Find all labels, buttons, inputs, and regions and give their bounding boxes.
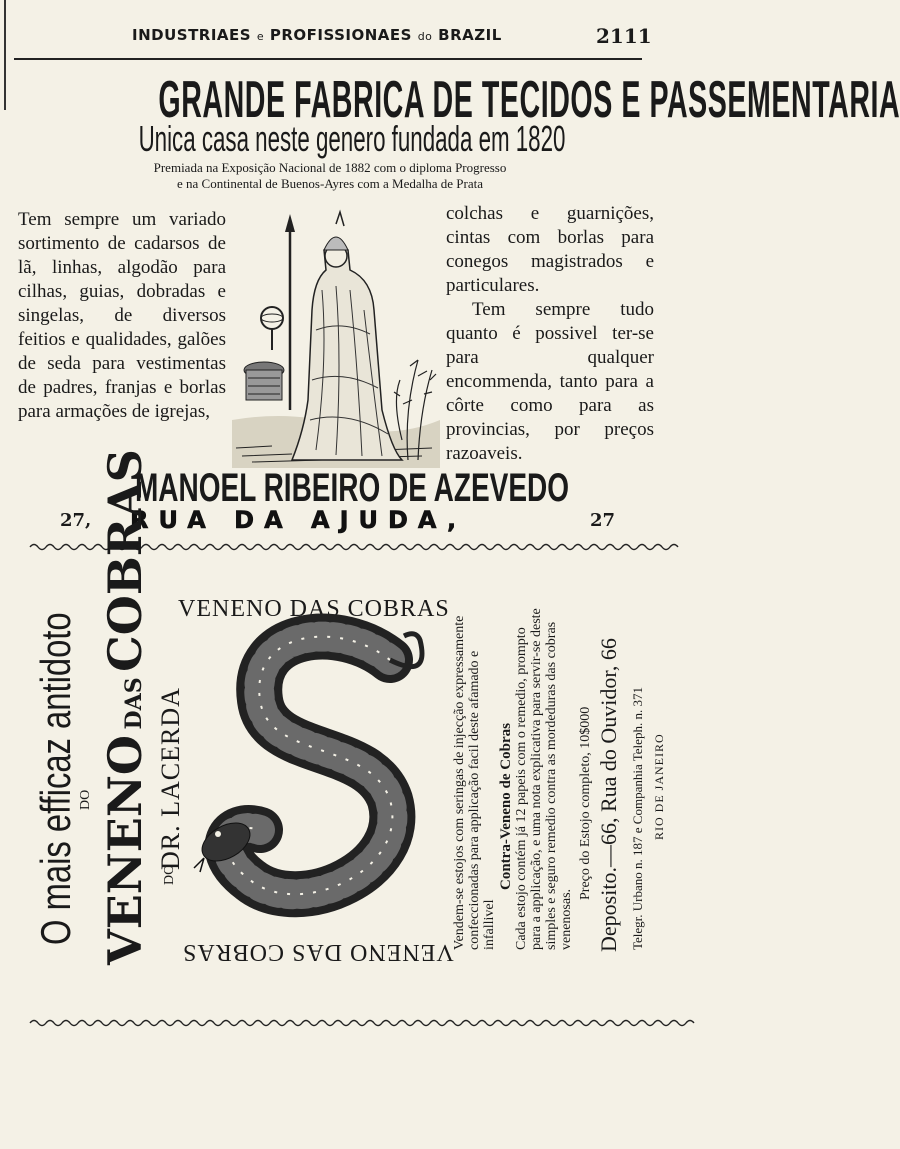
product-das: DAS <box>121 677 147 730</box>
address-number-left: 27, <box>60 510 92 531</box>
ad2-text-heading: Contra-Veneno de Cobras <box>498 723 514 890</box>
ad-separator-bottom <box>30 1018 670 1028</box>
ad2-deposit: Deposito.—66, Rua do Ouvidor, 66 <box>596 638 621 952</box>
running-title <box>132 26 502 44</box>
ad2-product-name <box>98 449 152 965</box>
product-cobras: COBRAS <box>98 449 152 672</box>
ad1-right-column <box>446 202 654 466</box>
address-number-right: 27 <box>590 510 616 531</box>
prize-line-2: e na Continental de Buenos-Ayres com a Medalha de Prata <box>176 176 483 191</box>
ad2-price: Preço do Estojo completo, 10$000 <box>578 706 593 900</box>
ad2-tagline: O mais efficaz antidoto <box>32 612 79 945</box>
ad2-do-2: DO <box>162 864 177 885</box>
page-number: 2111 <box>596 24 652 48</box>
address-street: RUA DA AJUDA, <box>130 506 467 534</box>
title-word-industriaes: INDUSTRIAES <box>132 26 252 44</box>
ad2-text-body: Cada estojo contém já 12 papeis com o remedio, prompto para a applicação, e uma nota explicativa para servir-se deste simples e seguro remedio contra as mordeduras das cobras venenosas. <box>514 608 574 950</box>
right-column-part-2: Tem sempre tudo quanto é possivel ter-se para qualquer encommenda, tanto para a côrte como para as provincias, por preços razoaveis. <box>446 299 654 464</box>
header-rule <box>14 58 642 60</box>
ad1-owner-name: MANOEL RIBEIRO DE AZEVEDO <box>134 466 570 510</box>
title-word-brazil: BRAZIL <box>438 26 502 44</box>
ad2-city: RIO DE JANEIRO <box>652 733 666 840</box>
title-connector-e: e <box>256 30 265 43</box>
snake-label-bottom: VENENO DAS COBRAS <box>182 939 454 965</box>
title-word-profissionaes: PROFISSIONAES <box>269 26 412 44</box>
prize-line-1: Premiada na Exposição Nacional de 1882 com o diploma Progresso <box>153 160 507 175</box>
allegorical-figure-illustration <box>232 210 440 468</box>
margin-line <box>4 0 6 110</box>
ad2-do-1: DO <box>78 789 93 810</box>
snake-illustration <box>190 620 440 930</box>
ad1-title: GRANDE FABRICA DE TECIDOS E PASSEMENTARIA <box>158 71 900 129</box>
page-header <box>0 0 704 60</box>
snake-label-top: VENENO DAS COBRAS <box>178 596 450 622</box>
title-connector-do: do <box>417 30 433 43</box>
product-veneno: VENENO <box>98 735 152 965</box>
right-column-part-1: colchas e guarnições, cintas com borlas para conegos magistrados e particulares. <box>446 203 654 296</box>
ad1-subtitle: Unica casa neste genero fundada em 1820 <box>138 118 566 159</box>
ad1-prize-text <box>30 160 630 192</box>
ad2-text-intro: Vendem-se estojos com seringas de injecção expressamente confeccionadas para applicação facil deste afamado e infallivel <box>452 615 497 950</box>
ad1-left-column: Tem sempre um variado sortimento de cadarsos de lã, linhas, algodão para cilhas, guias, dobradas e singelas, de diversos feitios e qualidades, galões de seda para vestimentas de padres, franjas e borlas para armações de igrejas, <box>18 209 226 422</box>
ad2-doctor: DR. LACERDA <box>156 687 185 870</box>
ad2-phone: Telegr. Urbano n. 187 e Companhia Teleph. n. 371 <box>630 687 645 950</box>
